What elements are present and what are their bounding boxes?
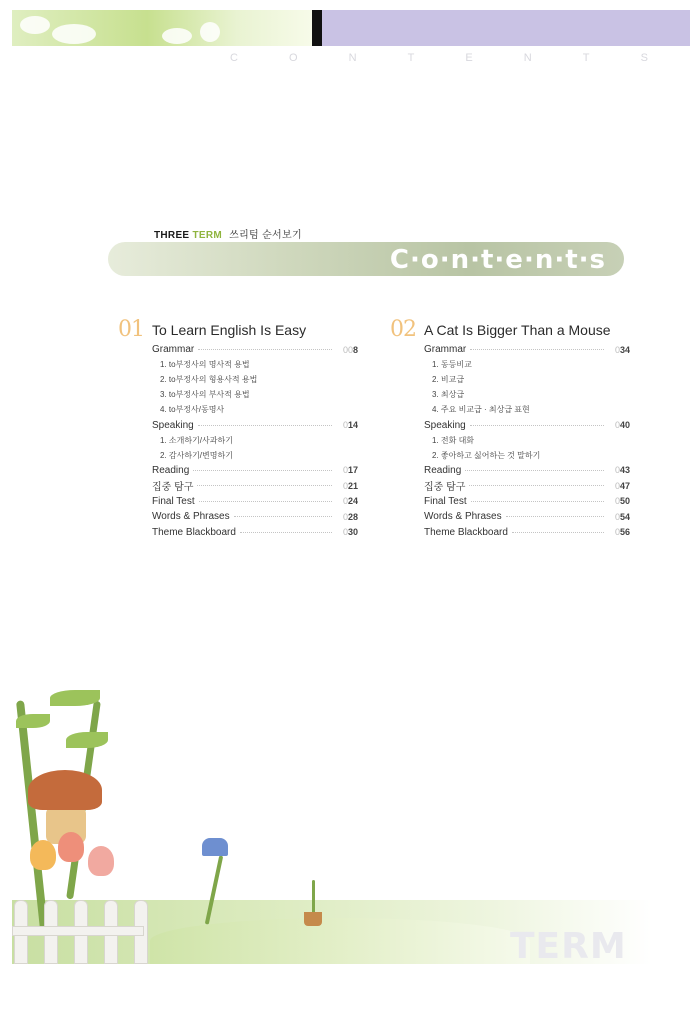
- toc-entry: [118, 417, 358, 432]
- toc-entry-label: Final Test: [424, 495, 467, 507]
- toc-subentry: [118, 448, 358, 463]
- toc-list: [118, 342, 358, 540]
- dot-leader: [470, 349, 604, 350]
- page-number: [336, 512, 358, 522]
- toc-entry-label: 2. to부정사의 형용사적 용법: [160, 375, 258, 385]
- toc-list: [390, 342, 630, 540]
- toc-entry-label: 집중 탐구: [152, 482, 194, 494]
- page-number-prefix: 0: [614, 480, 620, 491]
- spaced-letter: O: [289, 52, 300, 64]
- spaced-letter: T: [407, 52, 417, 64]
- page-number-prefix: 0: [614, 465, 620, 476]
- toc-subentry: [390, 387, 630, 402]
- tulip-icon: [58, 832, 84, 862]
- unit-heading: [118, 318, 358, 342]
- unit-title: A Cat Is Bigger Than a Mouse: [424, 322, 611, 338]
- page-number-prefix: 0: [342, 480, 348, 491]
- toc-entry-label: 3. 최상급: [432, 390, 465, 400]
- toc-entry: [390, 417, 630, 432]
- contents-spaced-heading: [230, 52, 650, 64]
- mushroom-house-roof: [28, 770, 102, 810]
- flower-pot-icon: [304, 912, 322, 926]
- toc-entry-label: 1. to부정사의 명사적 용법: [160, 360, 250, 370]
- dot-leader: [198, 349, 332, 350]
- dot-leader: [469, 485, 604, 486]
- page-number: [608, 512, 630, 522]
- page-number-prefix: 0: [342, 465, 348, 476]
- dot-leader: [465, 470, 604, 471]
- toc-entry: [118, 463, 358, 478]
- dot-leader: [197, 485, 332, 486]
- page-number: [608, 465, 630, 475]
- spaced-letter: E: [465, 52, 475, 64]
- toc-subentry: [118, 433, 358, 448]
- header-lavender-band: [322, 10, 690, 46]
- unit-number: 01: [118, 317, 144, 342]
- grass-hill: [150, 918, 530, 964]
- page-number-value: 50: [619, 496, 630, 507]
- banner-title: C·o·n·t·e·n·t·s: [389, 245, 606, 275]
- unit-title: To Learn English Is Easy: [152, 322, 307, 338]
- page-number-prefix: 00: [342, 344, 353, 355]
- dot-leader: [512, 532, 604, 533]
- toc-entry-label: 4. to부정사/동명사: [160, 405, 225, 415]
- toc-entry-label: 2. 비교급: [432, 375, 465, 385]
- page-number-prefix: 0: [614, 344, 620, 355]
- page-number: [336, 420, 358, 430]
- header-illustration: [12, 10, 312, 46]
- toc-entry-label: Final Test: [152, 495, 195, 507]
- dot-leader: [470, 425, 604, 426]
- page-number-prefix: 0: [342, 496, 348, 507]
- page-number-value: 17: [347, 465, 358, 476]
- tulip-icon: [88, 846, 114, 876]
- three-term-label: [154, 226, 302, 241]
- page-number-value: 47: [619, 480, 630, 491]
- tulip-icon: [30, 840, 56, 870]
- toc-entry-label: 3. to부정사의 부사적 용법: [160, 390, 250, 400]
- leaf-icon: [66, 732, 108, 748]
- mailbox-icon: [202, 838, 228, 856]
- page-number-value: 28: [347, 511, 358, 522]
- toc-entry: [118, 478, 358, 493]
- page-number-prefix: 0: [614, 420, 620, 431]
- toc-subentry: [390, 448, 630, 463]
- page-number-prefix: 0: [614, 496, 620, 507]
- page-number-value: 56: [619, 527, 630, 538]
- page-number-value: 54: [619, 511, 630, 522]
- sprout-stem: [312, 880, 315, 914]
- toc-entry-label: Grammar: [424, 344, 467, 356]
- toc-subentry: [118, 357, 358, 372]
- toc-entry-label: Speaking: [424, 419, 466, 431]
- spaced-letter: C: [230, 52, 240, 64]
- dot-leader: [471, 501, 604, 502]
- beanstalk-stem: [16, 700, 48, 930]
- toc-entry-label: 1. 소개하기/사과하기: [160, 435, 233, 445]
- toc-entry: [390, 509, 630, 524]
- toc-entry-label: Words & Phrases: [424, 511, 502, 523]
- toc-subentry: [390, 402, 630, 417]
- page-number: [336, 481, 358, 491]
- page-number: [608, 345, 630, 355]
- page-number-prefix: 0: [342, 420, 348, 431]
- toc-entry: [390, 478, 630, 493]
- page-number: [336, 465, 358, 475]
- unit-heading: [390, 318, 630, 342]
- toc-entry-label: Theme Blackboard: [424, 526, 508, 538]
- page-number-value: 8: [352, 344, 358, 355]
- toc-subentry: [118, 402, 358, 417]
- page-number: [608, 527, 630, 537]
- leaf-icon: [50, 690, 100, 706]
- toc-entry-label: Words & Phrases: [152, 511, 230, 523]
- toc-entry-label: Reading: [152, 464, 190, 476]
- toc-entry-label: 4. 주요 비교급 · 최상급 표현: [432, 405, 530, 415]
- toc-entry-label: Speaking: [152, 419, 194, 431]
- fence-rail: [12, 926, 144, 936]
- page-number-value: 34: [619, 344, 630, 355]
- header-divider: [312, 10, 322, 46]
- unit-01-column: [118, 318, 358, 540]
- page-number-value: 30: [347, 527, 358, 538]
- toc-entry: [390, 342, 630, 357]
- toc-entry-label: Reading: [424, 464, 462, 476]
- spaced-letter: N: [348, 52, 359, 64]
- toc-entry: [118, 524, 358, 539]
- page-number: [608, 481, 630, 491]
- page-number-prefix: 0: [614, 527, 620, 538]
- term-watermark: TERM: [510, 926, 627, 967]
- contents-banner: [108, 242, 624, 276]
- page-number-prefix: 0: [614, 511, 620, 522]
- page-number: [608, 496, 630, 506]
- page-number: [336, 345, 358, 355]
- dot-leader: [198, 425, 332, 426]
- leaf-icon: [16, 714, 50, 728]
- unit-02-column: [390, 318, 630, 540]
- page-number: [336, 496, 358, 506]
- toc-entry-label: 2. 좋아하고 싫어하는 것 말하기: [432, 450, 541, 460]
- toc-subentry: [390, 433, 630, 448]
- toc-entry: [118, 509, 358, 524]
- spaced-letter: N: [523, 52, 534, 64]
- label-korean: 쓰리텀 순서보기: [229, 230, 302, 241]
- spaced-letter: T: [582, 52, 592, 64]
- page-number: [608, 420, 630, 430]
- page-number: [336, 527, 358, 537]
- page-number-value: 14: [347, 420, 358, 431]
- dot-leader: [199, 501, 332, 502]
- dot-leader: [234, 516, 332, 517]
- unit-number: 02: [390, 317, 416, 342]
- toc-entry-label: 1. 동등비교: [432, 360, 472, 370]
- toc-entry: [118, 342, 358, 357]
- page-number-value: 40: [619, 420, 630, 431]
- toc-entry-label: 1. 전화 대화: [432, 435, 475, 445]
- page-number-value: 21: [347, 480, 358, 491]
- toc-subentry: [390, 372, 630, 387]
- toc-entry: [118, 494, 358, 509]
- toc-entry-label: Theme Blackboard: [152, 526, 236, 538]
- toc-entry: [390, 524, 630, 539]
- spaced-letter: S: [640, 52, 650, 64]
- label-term: TERM: [192, 230, 223, 241]
- toc-subentry: [118, 372, 358, 387]
- toc-entry: [390, 463, 630, 478]
- page-number-prefix: 0: [342, 511, 348, 522]
- dot-leader: [240, 532, 332, 533]
- toc-subentry: [118, 387, 358, 402]
- page-number-prefix: 0: [342, 527, 348, 538]
- page-number-value: 43: [619, 465, 630, 476]
- toc-entry-label: Grammar: [152, 344, 195, 356]
- dot-leader: [193, 470, 332, 471]
- toc-entry-label: 2. 감사하기/변명하기: [160, 450, 233, 460]
- toc-entry: [390, 494, 630, 509]
- toc-entry-label: 집중 탐구: [424, 482, 466, 494]
- page-number-value: 24: [347, 496, 358, 507]
- label-three: THREE: [154, 230, 190, 241]
- toc-subentry: [390, 357, 630, 372]
- dot-leader: [506, 516, 604, 517]
